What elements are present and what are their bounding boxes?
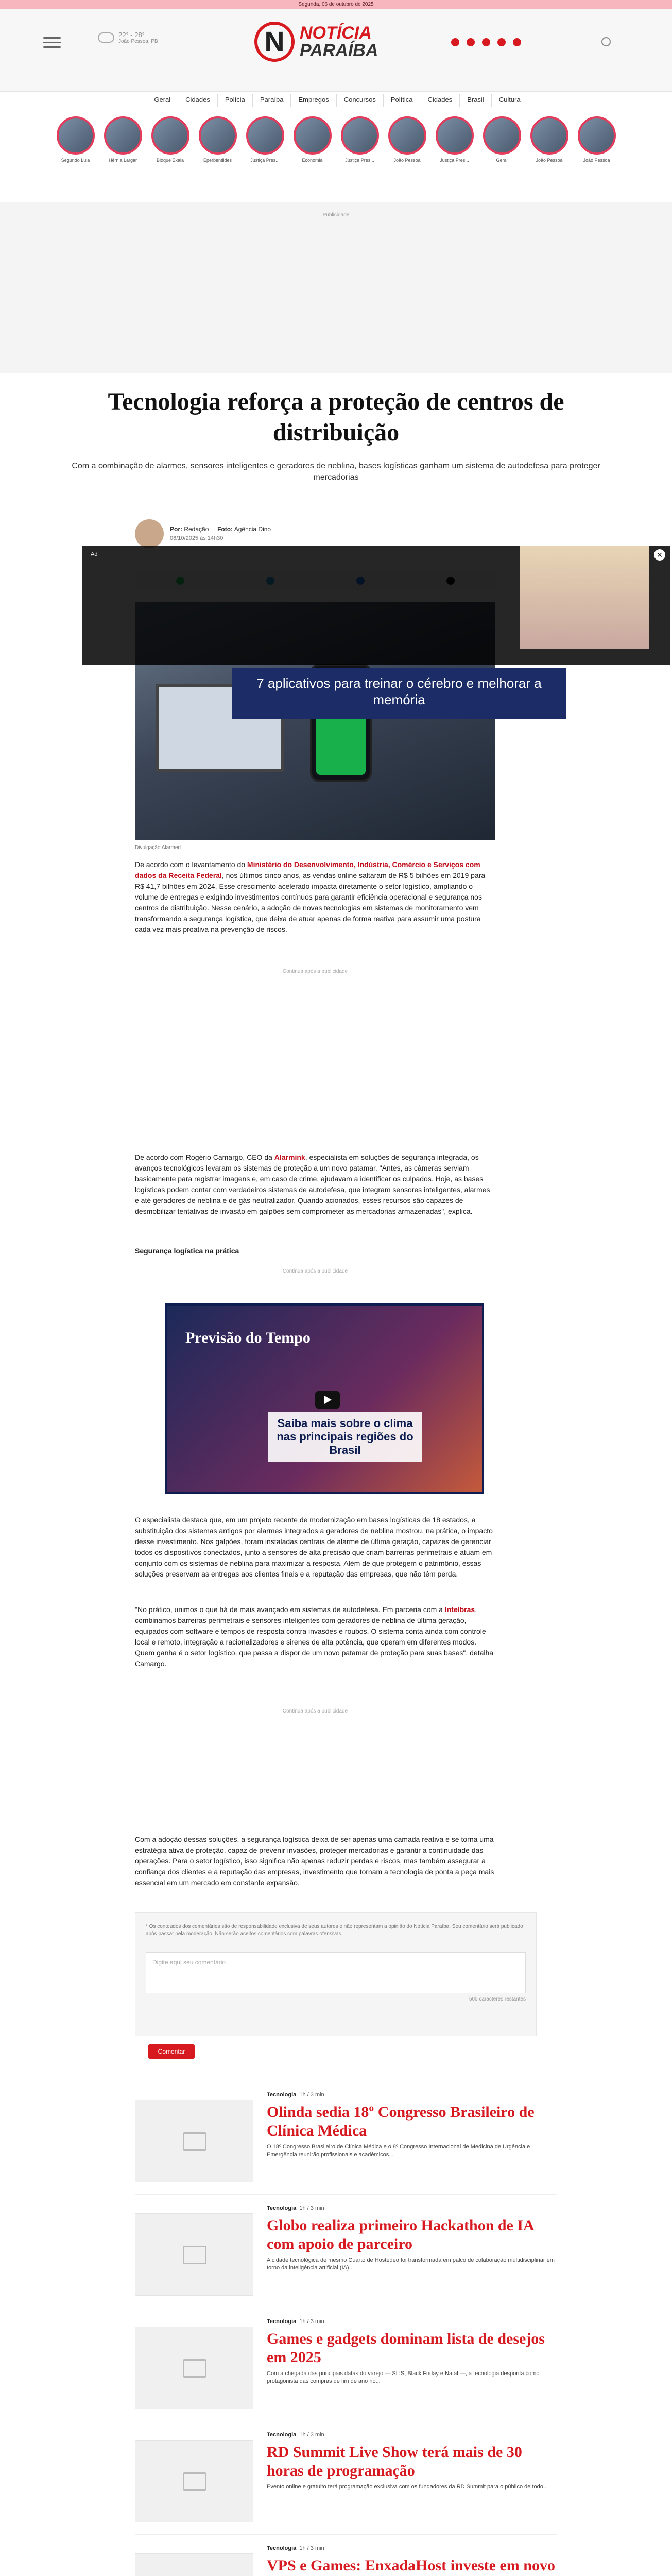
article-paragraph: O especialista destaca que, em um projeto recente de modernização em bases logísticas de 18 estados, a substituição dos sistemas antigos por alarmes integrados a geradores de neblina mostrou, na prática, o impacto desse investimento. Nos galpões, foram instaladas centrais de alarme de última geração, capazes de gerenciar todos os dispositivos conectados, junto a sensores de alta precisão que criam barreiras perimetrais e atuam em conjunto com os sistemas de neblina para maximizar a resposta. Além de que protegem o patrimônio, essas soluções preservam as entregas aos clientes finais e a reputação das empresas, que não têm perda. [135,1516,493,1578]
story-item[interactable] [294,116,332,189]
story-item[interactable] [151,116,189,189]
ad-continue-label: Continua após a publicidade [282,1708,348,1714]
article-paragraph: De acordo com Rogério Camargo, CEO da Alarmink, especialista em soluções de segurança integrada, os avanços tecnológicos levaram os sistemas de proteção a um novo patamar. "Antes, as câmeras serviam basicamente para registrar imagens e, em caso de crime, ajudavam a identificar os culpados. Hoje, as bases logísticas podem contar com verdadeiros sistemas de autodefesa, que integram sensores inteligentes, alarmes e até geradores de neblina e de gás neutralizador. Quando acionados, esses recursos são capazes de desmobilizar tentativas de invasão em galpões sem comprometer as mercadorias armazenadas", explica. [135,1153,490,1215]
story-label: Justiça Pres... [345,158,374,163]
logo-line-1: NOTÍCIA [300,23,372,43]
related-desc: Evento online e gratuito terá programação exclusiva com os fundadores da RD Summit para o público de todo... [267,2484,548,2490]
popup-ad-title[interactable]: 7 aplicativos para treinar o cérebro e melhorar a memória [232,668,566,719]
article-paragraph: Com a adoção dessas soluções, a segurança logística deixa de ser apenas uma camada reativa e se torna uma estratégia ativa de proteção, capaz de prevenir invasões, proteger mercadorias e garantir a continuidade das operações. Para o setor logístico, isso significa não apenas reduzir perdas e riscos, mas também assegurar a confiança dos clientes e a reputação das empresas, investimento que tornam a tecnologia de ponta a peça mais essencial em um mercado em constante expansão. [135,1835,494,1887]
related-time: 1h / 3 min [299,2318,324,2325]
story-label: Geral [496,158,508,163]
weather-place: João Pessoa, PB [118,39,158,44]
popup-ad-image [520,546,649,649]
related-item[interactable] [135,2432,557,2535]
author-name[interactable]: Redação [184,526,209,533]
article-subtitle: Com a combinação de alarmes, sensores inteligentes e geradores de neblina, bases logísticas ganham um sistema de autodefesa para proteger mercadorias [72,462,600,482]
cloud-icon [98,32,114,43]
story-label: Segundo Lula [61,158,90,163]
ad-continue-label: Continua após a publicidade [282,1268,348,1274]
story-item[interactable] [578,116,616,189]
story-label: Hérnia Largar [108,158,137,163]
related-desc: Com a chegada das principais datas do varejo — SLIS, Black Friday e Natal —, a tecnologia desponta como protagonista das compras de fim de ano no... [267,2370,540,2384]
related-desc: O 18º Congresso Brasileiro de Clínica Médica e o 8º Congresso Internacional de Medicina de Urgência e Emergência reunirão profissionais e acadêmicos... [267,2144,530,2158]
video-subtitle: Saiba mais sobre o clima nas principais regiões do Brasil [268,1412,422,1462]
play-icon[interactable] [315,1391,340,1409]
image-placeholder-icon [135,2213,253,2296]
image-placeholder-icon [135,2553,253,2576]
main-nav [98,94,577,107]
article-title: Tecnologia reforça a proteção de centros de distribuição [108,388,564,446]
image-placeholder-icon [135,2440,253,2522]
related-time: 1h / 3 min [299,2092,324,2098]
comment-button[interactable]: Comentar [148,2044,195,2059]
nav-item[interactable]: Política [384,94,421,107]
image-caption: Divulgação Alarmed [135,845,181,851]
inline-link[interactable]: Alarmink [274,1153,305,1161]
story-label: Bloque Exala [156,158,184,163]
video-title: Previsão do Tempo [185,1329,311,1346]
related-title[interactable]: RD Summit Live Show terá mais de 30 horas de programação [267,2444,522,2479]
site-logo[interactable] [254,22,378,62]
comment-counter: 500 caracteres restantes [469,1996,526,2002]
related-title[interactable]: VPS e Games: EnxadaHost investe em novo [267,2557,555,2574]
nav-item[interactable]: Geral [147,94,178,107]
photo-credit: Agência Dino [234,526,271,533]
story-label: Justiça Pres... [440,158,469,163]
popup-ad-badge: Ad [91,551,98,557]
story-item[interactable] [530,116,568,189]
author-prefix: Por: [170,526,182,533]
social-links [451,38,521,46]
current-date: Segunda, 06 de outubro de 2025 [298,2,374,7]
photo-prefix: Foto: [217,526,233,533]
inline-link[interactable]: Intelbras [444,1605,475,1614]
related-time: 1h / 3 min [299,2205,324,2211]
nav-item[interactable]: Polícia [218,94,253,107]
story-item[interactable] [388,116,426,189]
nav-item[interactable]: Concursos [337,94,384,107]
story-item[interactable] [341,116,379,189]
weather-range: 22° - 28° [118,31,145,39]
x-icon[interactable] [467,38,475,46]
ad-slot-top[interactable] [0,202,672,373]
avatar [135,519,164,548]
nav-item[interactable]: Empregos [291,94,336,107]
related-title[interactable]: Olinda sedia 18º Congresso Brasileiro de Clínica Médica [267,2104,535,2139]
related-category: Tecnologia [267,2432,297,2438]
article-date: 06/10/2025 às 14h30 [170,535,223,541]
logo-mark: N [254,22,295,62]
related-title[interactable]: Games e gadgets dominam lista de desejos em 2025 [267,2330,545,2366]
comment-textarea[interactable]: Digite aqui seu comentário [146,1952,526,1993]
nav-item[interactable]: Paraíba [253,94,291,107]
article-paragraph: De acordo com o levantamento do Ministério do Desenvolvimento, Indústria, Comércio e Serviços com dados da Receita Federal, nos últimos cinco anos, as vendas online saltaram de R$ 5 bilhões em 2019 para R$ 41,7 bilhões em 2024. Esse crescimento acelerado impacta diretamente o setor logístico, ampliando o volume de entregas e exigindo investimentos contínuos para garantir eficiência operacional e segurança nos centros de distribuição. Nesse cenário, a adoção de novas tecnologias em sistemas de monitoramento vem transformando a segurança logística, que deixa de atuar apenas de forma reativa para assumir uma postura cada vez mais proativa na prevenção de riscos. [135,860,486,934]
author-block [135,519,271,548]
article-paragraph: "No prático, unimos o que há de mais avançado em sistemas de autodefesa. Em parceria com a Intelbras, combinamos barreiras perimetrais e sensores inteligentes com geradores de neblina de última geração, equipados com software e tempos de resposta contra invasões e roubos. O sistema conta ainda com controle local e remoto, integração a racionalizadores e sirenes de alta potência, que operam em diferentes modos. Quem ganha é o setor logístico, que passa a dispor de um novo patamar de proteção para suas bases", detalha Camargo. [135,1605,494,1668]
related-category: Tecnologia [267,2545,297,2551]
story-label: Eperbentildes [203,158,232,163]
related-category: Tecnologia [267,2092,297,2098]
hamburger-icon[interactable] [43,37,61,49]
nav-item[interactable]: Cidades [178,94,218,107]
nav-item[interactable]: Cultura [498,96,521,104]
search-icon[interactable] [601,37,611,46]
related-item[interactable] [135,2545,557,2576]
nav-item[interactable]: Cidades [420,94,460,107]
story-item[interactable] [199,116,237,189]
story-item[interactable] [246,116,284,189]
related-time: 1h / 3 min [299,2545,324,2551]
story-item[interactable] [57,116,95,189]
logo-line-2: PARAÍBA [300,41,378,60]
story-item[interactable] [436,116,474,189]
whatsapp-icon[interactable] [513,38,521,46]
nav-item[interactable]: Brasil [460,94,492,107]
related-desc: A cidade tecnológica de mesmo Cuarto de Hostedeo foi transformada em palco de colaboração multidisciplinar em torno da inteligência artificial (IA)... [267,2257,555,2271]
stories-row [0,116,672,189]
story-item[interactable] [483,116,521,189]
ad-continue-label: Continua após a publicidade [282,969,348,974]
story-label: Justiça Pres... [250,158,280,163]
facebook-icon[interactable] [451,38,459,46]
close-icon[interactable]: ✕ [654,549,665,561]
related-item[interactable] [135,2205,557,2308]
inline-link[interactable]: Ministério do Desenvolvimento, Indústria, Comércio e Serviços com dados da Receita Federal [135,860,480,879]
related-category: Tecnologia [267,2318,297,2325]
comment-note: * Os conteúdos dos comentários são de responsabilidade exclusiva de seus autores e não representam a opinião do Notícia Paraíba. Seu comentário será publicado após passar pela moderação. Não serão aceitos comentários com palavras ofensivas. [146,1924,523,1937]
related-item[interactable] [135,2092,557,2195]
image-placeholder-icon [135,2327,253,2409]
related-item[interactable] [135,2318,557,2421]
related-category: Tecnologia [267,2205,297,2211]
youtube-icon[interactable] [497,38,506,46]
related-time: 1h / 3 min [299,2432,324,2438]
weather-widget [98,31,158,44]
article-subhead: Segurança logística na prática [135,1247,239,1255]
instagram-icon[interactable] [482,38,490,46]
story-label: João Pessoa [536,158,563,163]
related-title[interactable]: Globo realiza primeiro Hackathon de IA com apoio de parceiro [267,2217,534,2252]
story-label: João Pessoa [393,158,421,163]
comment-box [135,1912,537,2036]
image-placeholder-icon [135,2100,253,2182]
story-item[interactable] [104,116,142,189]
ad-label: Publicidade [322,212,350,218]
story-label: João Pessoa [583,158,610,163]
logo-text [300,24,378,59]
top-date-bar [0,0,672,9]
story-label: Economia [302,158,323,163]
